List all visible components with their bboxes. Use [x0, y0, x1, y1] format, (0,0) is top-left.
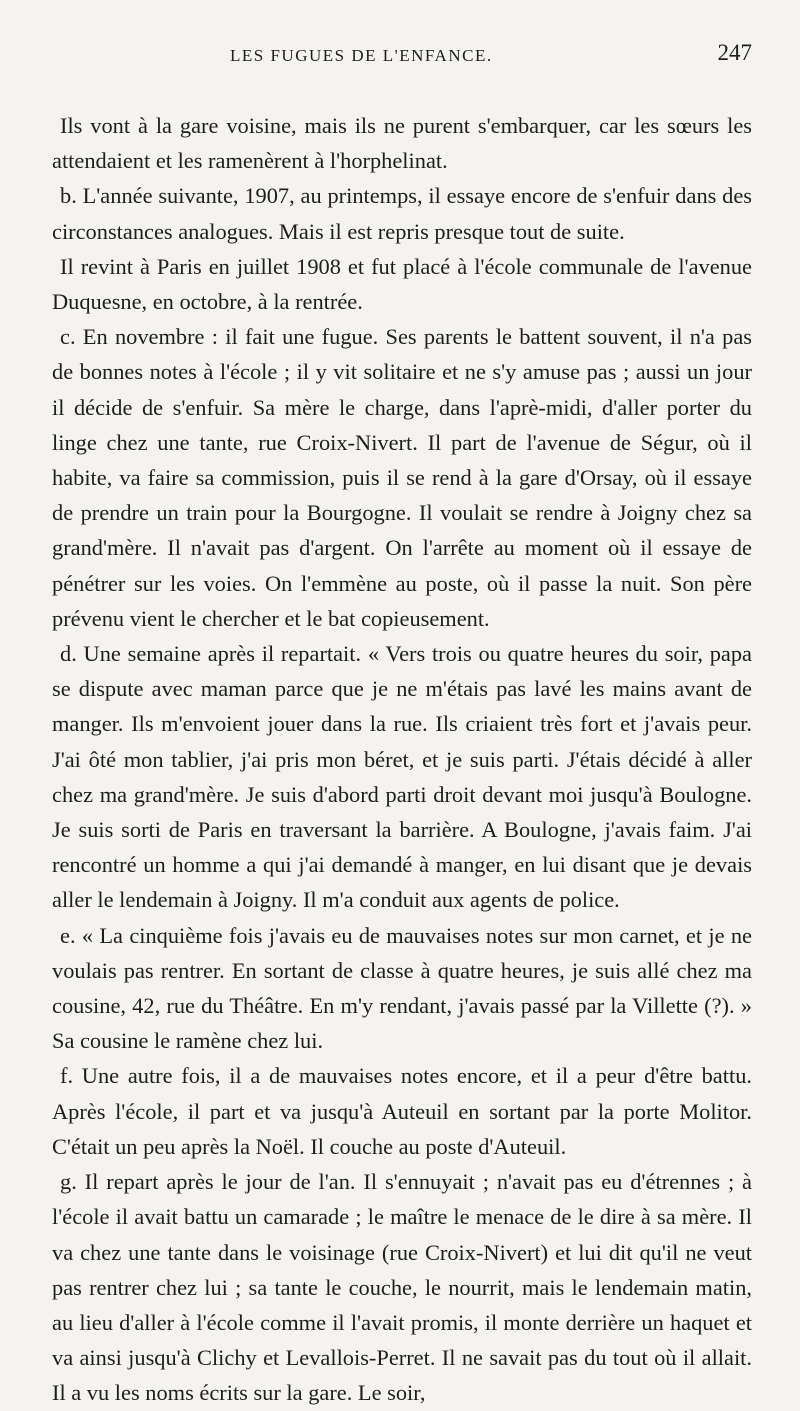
running-head: [52, 34, 752, 78]
page-number: 247: [717, 40, 752, 65]
paragraph-orphanage: Ils vont à la gare voisine, mais ils ne purent s'embarquer, car les sœurs les attendaient et les ramenèrent à l'horphelinat.: [52, 113, 752, 174]
body-text: [52, 108, 752, 1411]
paragraph-b: b. L'année suivante, 1907, au printemps, il essaye encore de s'enfuir dans des circonstances analogues. Mais il est repris presque tout de suite.: [52, 183, 752, 244]
paragraph-e: e. « La cinquième fois j'avais eu de mauvaises notes sur mon carnet, et je ne voulais pas rentrer. En sortant de classe à quatre heures, je suis allé chez ma cousine, 42, rue du Théâtre. En m'y rendant, j'avais passé par la Villette (?). » Sa cousine le ramène chez lui.: [52, 922, 752, 1054]
running-title: LES FUGUES DE L'ENFANCE.: [230, 46, 493, 65]
paragraph-d: d. Une semaine après il repartait. « Vers trois ou quatre heures du soir, papa se dispute avec maman parce que je ne m'étais pas lavé les mains avant de manger. Ils m'envoient jouer dans la rue. Ils criaient très fort et j'avais peur. J'ai ôté mon tablier, j'ai pris mon béret, et je suis parti. J'étais décidé à aller chez ma grand'mère. Je suis d'abord parti droit devant moi jusqu'à Boulogne. Je suis sorti de Paris en traversant la barrière. A Boulogne, j'avais faim. J'ai rencontré un homme a qui j'ai demandé à manger, en lui disant que je devais aller le lendemain à Joigny. Il m'a conduit aux agents de police.: [52, 641, 752, 913]
paragraph-f: f. Une autre fois, il a de mauvaises notes encore, et il a peur d'être battu. Après l'école, il part et va jusqu'à Auteuil en sortant par la porte Molitor. C'était un peu après la Noël. Il couche au poste d'Auteuil.: [52, 1063, 752, 1159]
paragraph-g: g. Il repart après le jour de l'an. Il s'ennuyait ; n'avait pas eu d'étrennes ; à l'école il avait battu un camarade ; le maître le menace de le dire à sa mère. Il va chez une tante dans le voisinage (rue Croix-Nivert) et lui dit qu'il ne veut pas rentrer chez lui ; sa tante le couche, le nourrit, mais le lendemain matin, au lieu d'aller à l'école comme il l'avait promis, il monte derrière un haquet et va ainsi jusqu'à Clichy et Levallois-Perret. Il ne savait pas du tout où il allait. Il a vu les noms écrits sur la gare. Le soir,: [52, 1169, 752, 1406]
paragraph-c: c. En novembre : il fait une fugue. Ses parents le battent souvent, il n'a pas de bonnes notes à l'école ; il y vit solitaire et ne s'y amuse pas ; aussi un jour il décide de s'enfuir. Sa mère le charge, dans l'aprè-midi, d'aller porter du linge chez une tante, rue Croix-Nivert. Il part de l'avenue de Ségur, où il habite, va faire sa commission, puis il se rend à la gare d'Orsay, où il essaye de prendre un train pour la Bourgogne. Il voulait se rendre à Joigny chez sa grand'mère. Il n'avait pas d'argent. On l'arrête au moment où il essaye de pénétrer sur les voies. On l'emmène au poste, où il passe la nuit. Son père prévenu vient le chercher et le bat copieusement.: [52, 324, 752, 631]
paragraph-return-paris: Il revint à Paris en juillet 1908 et fut placé à l'école communale de l'avenue Duquesne, en octobre, à la rentrée.: [52, 253, 752, 315]
